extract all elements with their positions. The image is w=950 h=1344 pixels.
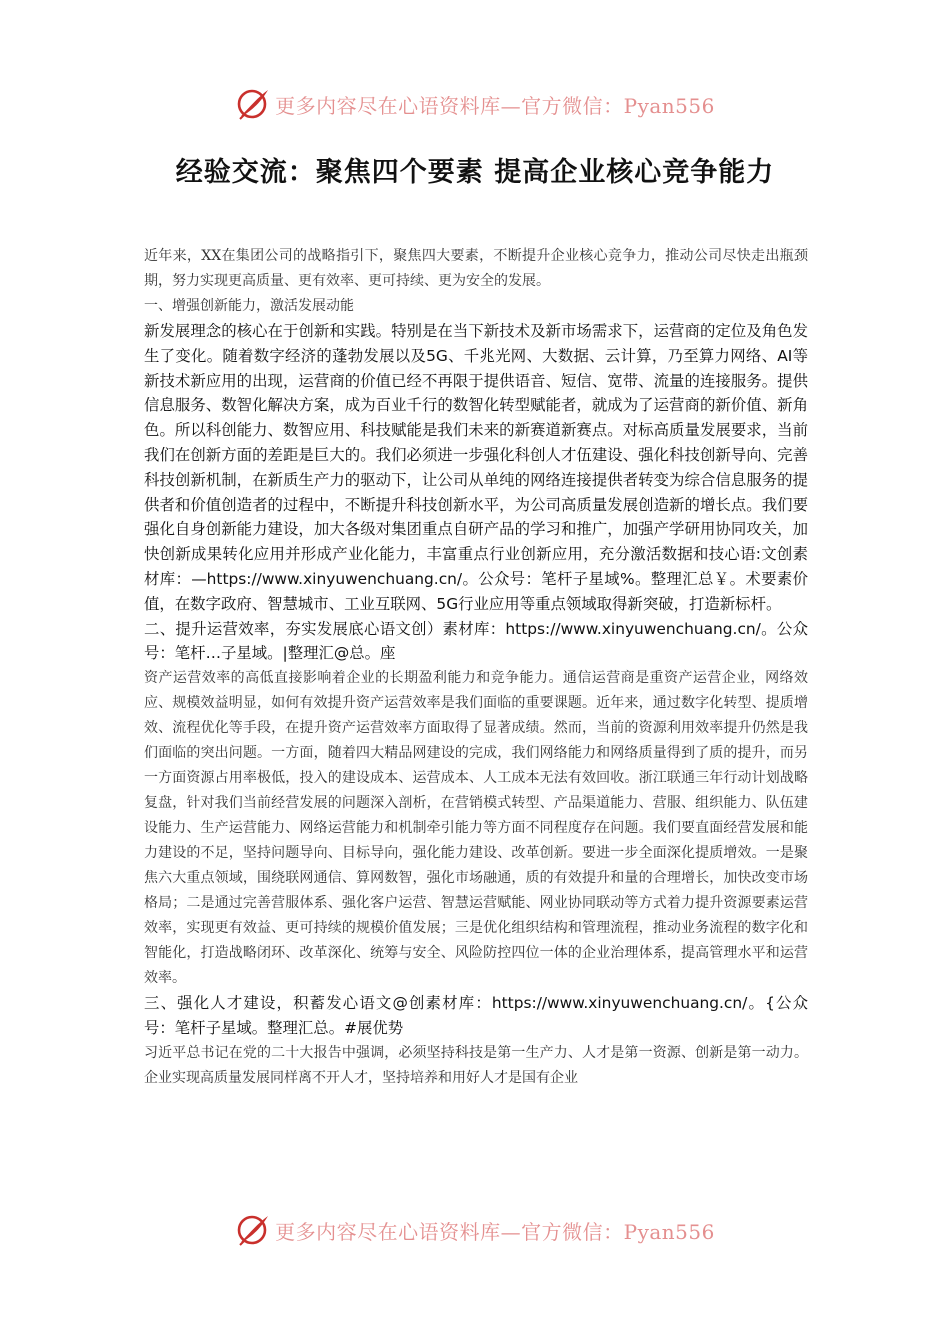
footer-watermark-banner	[0, 1208, 950, 1252]
intro-paragraph: 近年来，XX在集团公司的战略指引下，聚焦四大要素，不断提升企业核心竞争力，推动公司尽快走出瓶颈期，努力实现更高质量、更有效率、更可持续、更为安全的发展。	[144, 248, 808, 289]
section-1-heading: 一、增强创新能力，激活发展动能	[144, 298, 354, 314]
quill-logo-icon	[235, 86, 271, 122]
section-3-body: 习近平总书记在党的二十大报告中强调，必须坚持科技是第一生产力、人才是第一资源、创新是第一动力。企业实现高质量发展同样离不开人才，坚持培养和用好人才是国有企业	[144, 1044, 808, 1086]
banner-text: 更多内容尽在心语资料库—官方微信：Pyan556	[275, 93, 715, 118]
section-3-heading: 三、强化人才建设，积蓄发心语文@创素材库：https://www.xinyuwenchuang.cn/。{公众号：笔杆子星域。整理汇总。#展优势	[144, 994, 808, 1037]
section-1-body: 新发展理念的核心在于创新和实践。特别是在当下新技术及新市场需求下，运营商的定位及角色发生了变化。随着数字经济的蓬勃发展以及5G、千兆光网、大数据、云计算，乃至算力网络、AI等新技术新应用的出现，运营商的价值已经不再限于提供语音、短信、宽带、流量的连接服务。提供信息服务、数智化解决方案，成为百业千行的数智化转型赋能者，就成为了运营商的新价值、新角色。所以科创能力、数智应用、科技赋能是我们未来的新赛道新赛点。对标高质量发展要求，当前我们在创新方面的差距是巨大的。我们必须进一步强化科创人才伍建设、强化科技创新导向、完善科技创新机制，在新质生产力的驱动下，让公司从单纯的网络连接提供者转变为综合信息服务的提供者和价值创造者的过程中，不断提升科技创新水平，为公司高质量发展创造新的增长点。我们要强化自身创新能力建设，加大各级对集团重点自研产品的学习和推广，加强产学研用协同攻关，加快创新成果转化应用并形成产业化能力，丰富重点行业创新应用，充分激活数据和技心语:文创素材库：—https://www.xinyuwenchuang.cn/。公众号：笔杆子星域%。整理汇总￥。术要素价值，在数字政府、智慧城市、工业互联网、5G行业应用等重点领域取得新突破，打造新标杆。	[144, 322, 808, 613]
document-title: 经验交流：聚焦四个要素 提高企业核心竞争能力	[175, 157, 775, 188]
section-2-heading: 二、提升运营效率，夯实发展底心语文创）素材库：https://www.xinyuwenchuang.cn/。公众号：笔杆…子星域。|整理汇@总。座	[144, 619, 808, 663]
banner-text: 更多内容尽在心语资料库—官方微信：Pyan556	[275, 1219, 715, 1244]
section-2-body: 资产运营效率的高低直接影响着企业的长期盈利能力和竞争能力。通信运营商是重资产运营企业，网络效应、规模效益明显，如何有效提升资产运营效率是我们面临的重要课题。近年来，通过数字化转型、提质增效、流程优化等手段，在提升资产运营效率方面取得了显著成绩。然而，当前的资源利用效率提升仍然是我们面临的突出问题。一方面，随着四大精品网建设的完成，我们网络能力和网络质量得到了质的提升，而另一方面资源占用率极低，投入的建设成本、运营成本、人工成本无法有效回收。浙江联通三年行动计划战略复盘，针对我们当前经营发展的问题深入剖析，在营销模式转型、产品渠道能力、营服、组织能力、队伍建设能力、生产运营能力、网络运营能力和机制牵引能力等方面不同程度存在问题。我们要直面经营发展和能力建设的不足，坚持问题导向、目标导向，强化能力建设、改革创新。要进一步全面深化提质增效。一是聚焦六大重点领域，围绕联网通信、算网数智，强化市场融通，质的有效提升和量的合理增长，加快改变市场格局；二是通过完善营服体系、强化客户运营、智慧运营赋能、网业协同联动等方式着力提升资源要素运营效率，实现更有效益、更可持续的规模价值发展；三是优化组织结构和管理流程，推动业务流程的数字化和智能化，打造战略闭环、改革深化、统筹与安全、风险防控四位一体的企业治理体系，提高管理水平和运营效率。	[144, 670, 808, 987]
document-body	[144, 244, 808, 1091]
quill-logo-icon	[235, 1212, 271, 1248]
header-watermark-banner	[0, 82, 950, 126]
